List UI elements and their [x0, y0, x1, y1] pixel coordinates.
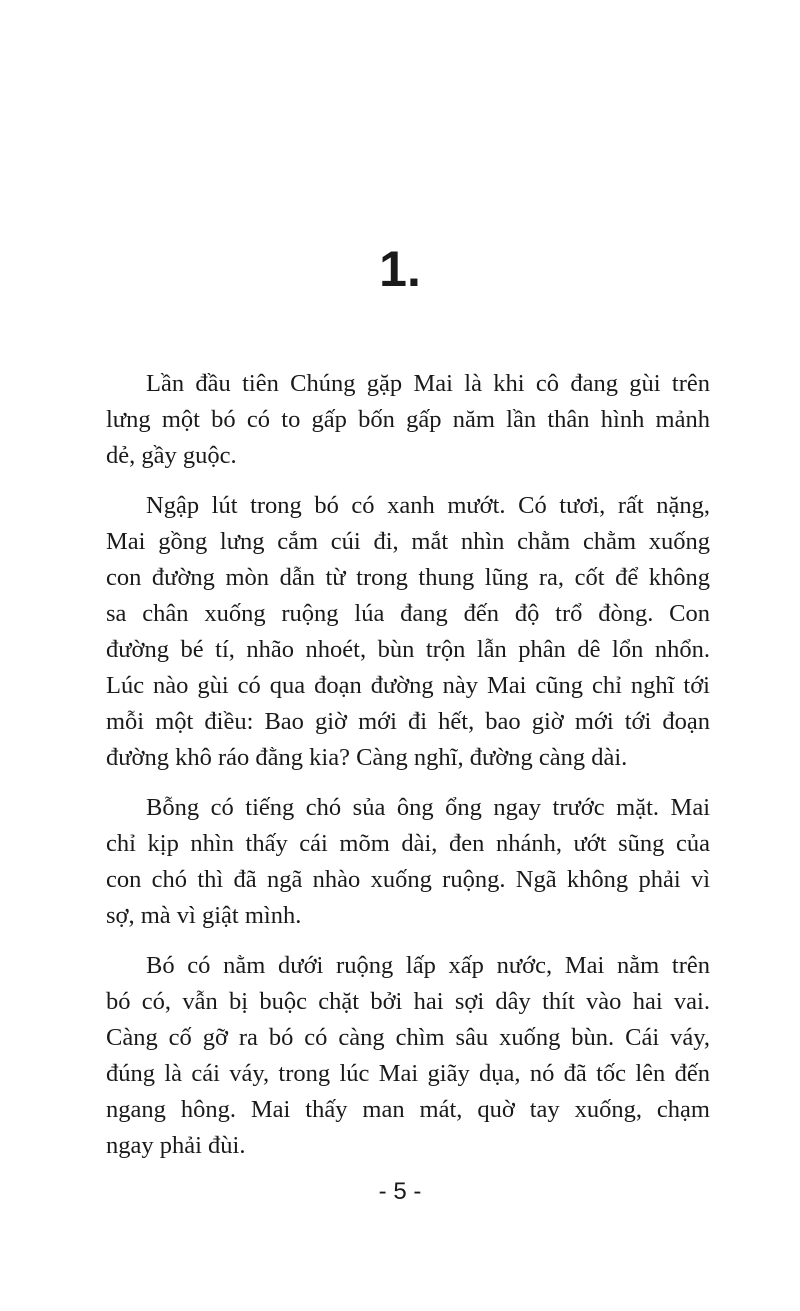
text-line: đường khô ráo đằng kia? Càng nghĩ, đường càng dài. — [106, 744, 628, 771]
text-line: Càng cố gỡ ra bó có càng chìm sâu xuống bùn. Cái váy, — [106, 1024, 710, 1051]
text-line: ngay phải đùi. — [106, 1132, 246, 1159]
text-line: Lúc nào gùi có qua đoạn đường này Mai cũng chỉ nghĩ tới — [106, 672, 710, 699]
text-line: chỉ kịp nhìn thấy cái mõm dài, đen nhánh, ướt sũng của — [106, 830, 710, 857]
text-line: lưng một bó có to gấp bốn gấp năm lần thân hình mảnh — [106, 406, 710, 433]
text-line: sợ, mà vì giật mình. — [106, 902, 302, 929]
text-line: bó có, vẫn bị buộc chặt bởi hai sợi dây thít vào hai vai. — [106, 988, 710, 1015]
chapter-title: 1. — [379, 241, 421, 297]
text-line: con đường mòn dẫn từ trong thung lũng ra, cốt để không — [106, 564, 710, 591]
text-line: Bó có nằm dưới ruộng lấp xấp nước, Mai nằm trên — [146, 952, 710, 979]
text-line: đúng là cái váy, trong lúc Mai giãy dụa, nó đã tốc lên đến — [106, 1060, 710, 1087]
chapter-body — [106, 366, 710, 1178]
text-line: Mai gồng lưng cắm cúi đi, mắt nhìn chằm chằm xuống — [106, 528, 710, 555]
text-line: dẻ, gầy guộc. — [106, 442, 237, 469]
text-line: mỗi một điều: Bao giờ mới đi hết, bao giờ mới tới đoạn — [106, 708, 710, 735]
text-line: Bỗng có tiếng chó sủa ông ổng ngay trước mặt. Mai — [146, 794, 710, 821]
paragraph — [106, 488, 710, 776]
paragraph — [106, 948, 710, 1164]
text-line: con chó thì đã ngã nhào xuống ruộng. Ngã không phải vì — [106, 866, 710, 893]
paragraph — [106, 366, 710, 474]
text-line: đường bé tí, nhão nhoét, bùn trộn lẫn phân dê lổn nhổn. — [106, 636, 710, 663]
text-line: Ngập lút trong bó có xanh mướt. Có tươi, rất nặng, — [146, 492, 710, 519]
page-number: - 5 - — [378, 1178, 422, 1205]
text-line: sa chân xuống ruộng lúa đang đến độ trổ đòng. Con — [106, 600, 710, 627]
text-line: Lần đầu tiên Chúng gặp Mai là khi cô đang gùi trên — [146, 370, 710, 397]
text-line: ngang hông. Mai thấy man mát, quờ tay xuống, chạm — [106, 1096, 710, 1123]
paragraph — [106, 790, 710, 934]
